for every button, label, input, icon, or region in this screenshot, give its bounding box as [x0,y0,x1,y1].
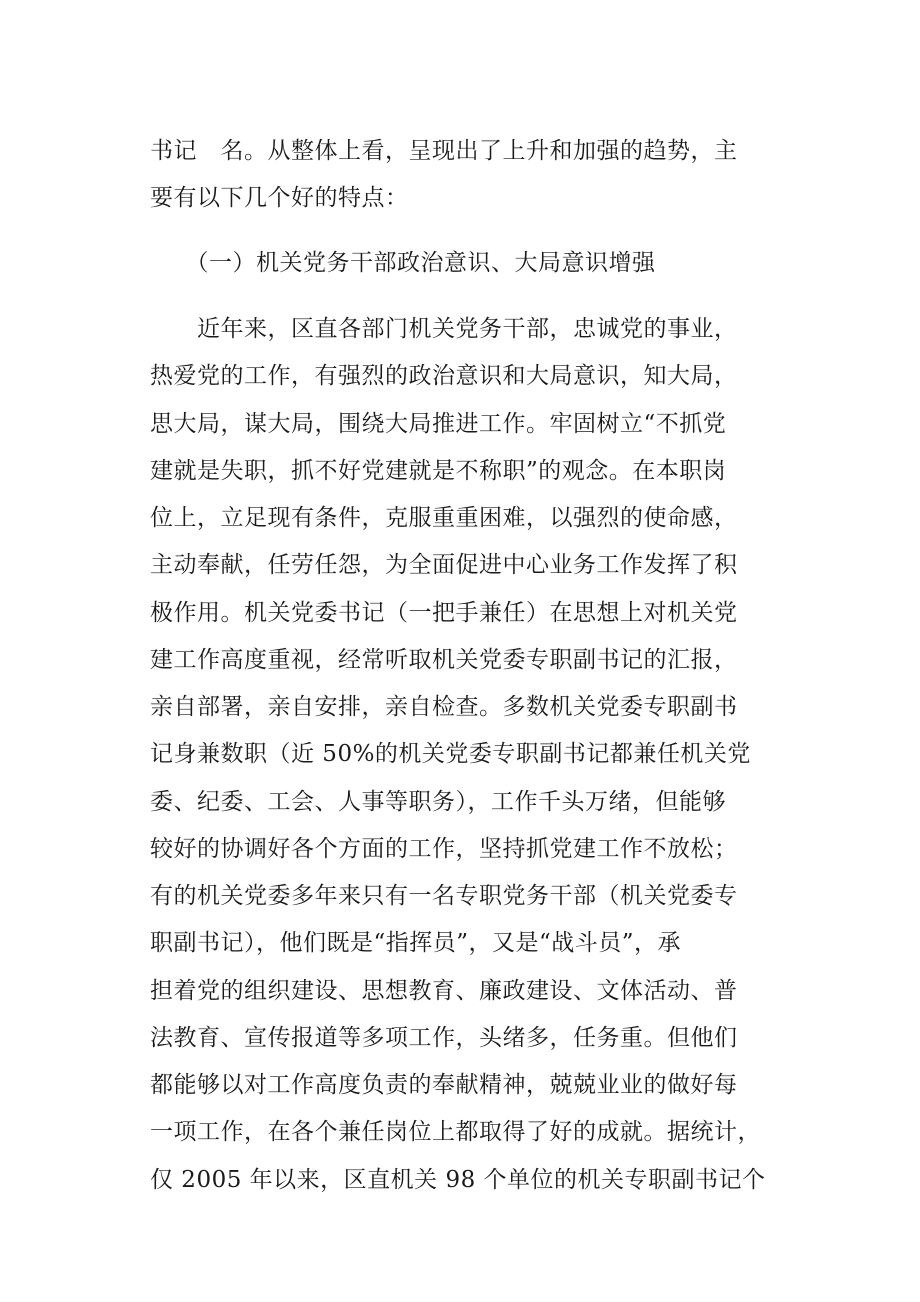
text-line: 思大局，谋大局，围绕大局推进工作。牢固树立“不抓党 [150,411,727,437]
text-line: 要有以下几个好的特点： [150,185,409,211]
text-line: 较好的协调好各个方面的工作，坚持抓党建工作不放松； [150,836,738,862]
text-line: 主动奉献，任劳任怨，为全面促进中心业务工作发挥了积 [150,552,738,578]
text-line: 担着党的组织建设、思想教育、廉政建设、文体活动、普 [150,978,738,1004]
text-line: 有的机关党委多年来只有一名专职党务干部（机关党委专 [150,883,738,909]
text-line: 极作用。机关党委书记（一把手兼任）在思想上对机关党 [150,600,738,626]
text-line: 近年来，区直各部门机关党务干部，忠诚党的事业， [150,316,738,342]
text-line: 书记 名。从整体上看，呈现出了上升和加强的趋势，主 [150,138,738,164]
text-line: 建就是失职，抓不好党建就是不称职”的观念。在本职岗 [150,458,727,484]
text-line: 位上，立足现有条件，克服重重困难，以强烈的使命感， [150,505,738,531]
section-heading: （一）机关党务干部政治意识、大局意识增强 [150,250,656,276]
text-line: 法教育、宣传报道等多项工作，头绪多，任务重。但他们 [150,1025,738,1051]
text-line: 一项工作，在各个兼任岗位上都取得了好的成就。据统计， [150,1119,761,1145]
text-line: 建工作高度重视，经常听取机关党委专职副书记的汇报， [150,647,738,673]
text-line: 职副书记），他们既是“指挥员”，又是“战斗员”，承 [150,930,682,956]
text-line: 委、纪委、工会、人事等职务），工作千头万绪，但能够 [150,789,726,815]
text-line: 亲自部署，亲自安排，亲自检查。多数机关党委专职副书 [150,694,738,720]
text-line: 仅 2005 年以来，区直机关 98 个单位的机关专职副书记个 [150,1167,766,1193]
text-line: 都能够以对工作高度负责的奉献精神，兢兢业业的做好每 [150,1072,738,1098]
text-line: 热爱党的工作，有强烈的政治意识和大局意识，知大局， [150,363,738,389]
text-line: 记身兼数职（近 50%的机关党委专职副书记都兼任机关党 [150,741,751,767]
